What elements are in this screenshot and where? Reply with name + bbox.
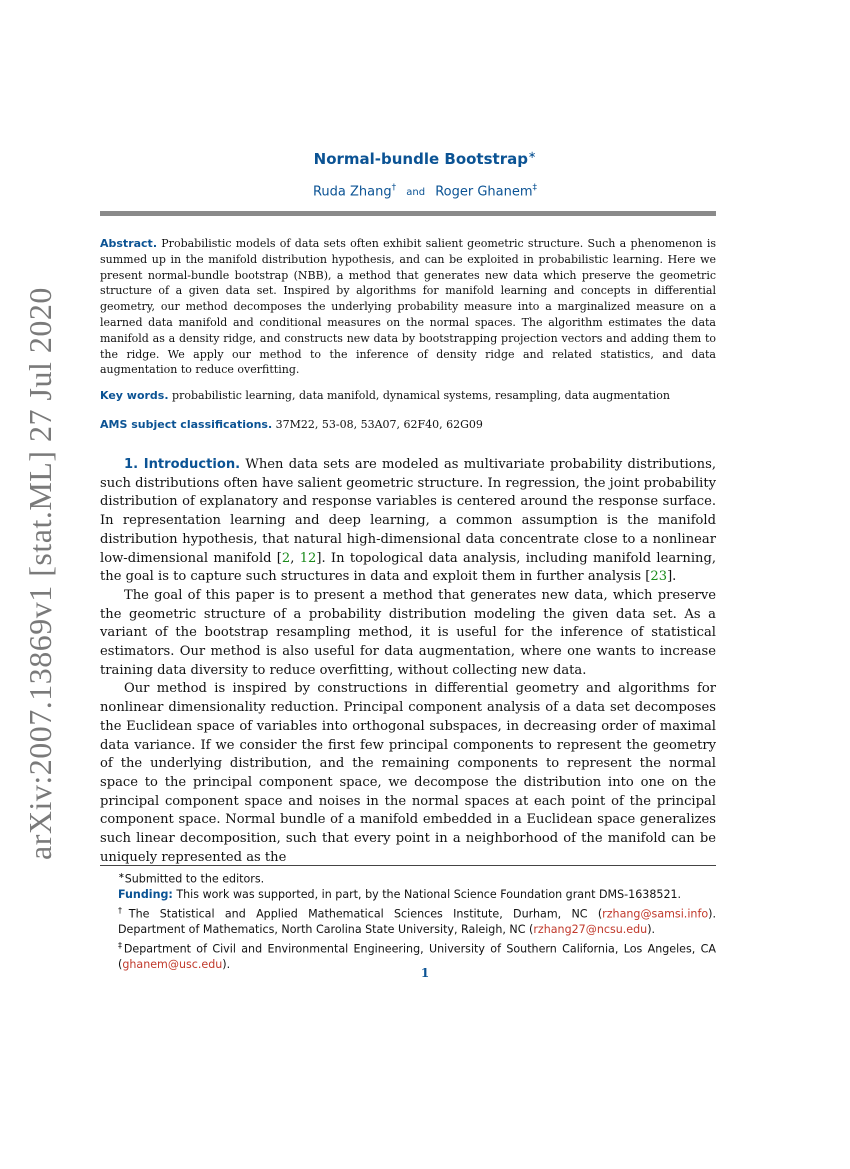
funding-text: This work was supported, in part, by the National Science Foundation grant DMS-1638521. <box>176 888 682 902</box>
footnote-submitted <box>100 868 716 887</box>
email-link[interactable]: rzhang27@ncsu.edu <box>533 923 648 937</box>
title-footnote-mark: ∗ <box>527 150 537 161</box>
paper-title <box>0 150 850 168</box>
title-rule <box>100 211 716 216</box>
footnote-submitted-text: Submitted to the editors. <box>124 872 265 886</box>
intro-paragraph-1 <box>100 456 716 587</box>
author-1: Ruda Zhang <box>312 184 392 200</box>
intro-paragraph-2: The goal of this paper is to present a method that generates new data, which preserve the geometric structure of a probability distribution modeling the given data set. As a variant of the bootstrap resampling method, it is useful for the inference of statistical estimators. Our method is also useful for data augmentation, where one wants to increase training data diversity to reduce overfitting, without collecting new data. <box>100 587 716 678</box>
keywords-text: probabilistic learning, data manifold, dynamical systems, resampling, data augmentation <box>172 389 670 402</box>
footnote-author-1-text-b: ). Department of Mathematics, North Carolina State University, Raleigh, NC ( <box>118 907 716 937</box>
footnote-author-1-text-c: ). <box>647 923 656 937</box>
abstract <box>100 236 716 378</box>
footnote-mark: ∗ <box>118 871 125 880</box>
email-link[interactable]: rzhang@samsi.info <box>602 907 709 921</box>
keywords-label: Key words. <box>100 389 169 402</box>
ams-text: 37M22, 53-08, 53A07, 62F40, 62G09 <box>275 418 483 431</box>
ams-label: AMS subject classifications. <box>100 418 273 431</box>
footnote-mark: † <box>118 905 129 915</box>
intro-paragraph-3: Our method is inspired by constructions in differential geometry and algorithms for nonlinear dimensionality reduction. Principal component analysis of a data set decomposes the Euclidean space of variables into orthogonal subspaces, in decreasing order of maximal data variance. If we consider the first few principal components to represent the geometry of the underlying distribution, and the remaining components to represent the normal space to the principal component space, we decompose the distribution into one on the principal component space and noises in the normal spaces at each point of the principal component space. Normal bundle of a manifold embedded in a Euclidean space generalizes such linear decomposition, such that every point in a neighborhood of the manifold can be uniquely represented as the <box>100 681 716 865</box>
main-body <box>100 456 716 867</box>
email-link[interactable]: ghanem@usc.edu <box>122 958 223 972</box>
title-text: Normal-bundle Bootstrap <box>313 150 528 168</box>
ams-classifications <box>100 418 716 431</box>
author-2: Roger Ghanem <box>435 184 533 200</box>
author-2-mark: ‡ <box>532 183 538 193</box>
citation-separator: , <box>290 550 300 566</box>
footnote-mark: ‡ <box>118 940 124 950</box>
authors-line <box>0 183 850 199</box>
intro-p1-text-c: ]. <box>667 569 677 585</box>
funding-label: Funding: <box>118 888 173 902</box>
abstract-label: Abstract. <box>100 237 157 250</box>
footnote-funding <box>100 887 716 903</box>
citation-link[interactable]: 2 <box>281 550 291 566</box>
section-heading: 1. Introduction. <box>124 457 241 472</box>
footnote-author-2-text-b: ). <box>222 958 231 972</box>
footnote-author-1-text: The Statistical and Applied Mathematical Sciences Institute, Durham, NC ( <box>128 907 603 921</box>
footnotes <box>100 868 716 973</box>
authors-and: and <box>406 187 426 199</box>
intro-p1-text-b: ]. In topological data analysis, including manifold learning, the goal is to capture such structures in data and exploit them in further analysis [ <box>100 550 716 585</box>
author-1-mark: † <box>391 183 397 193</box>
arxiv-stamp: arXiv:2007.13869v1 [stat.ML] 27 Jul 2020 <box>22 287 58 860</box>
intro-p1-text-a: When data sets are modeled as multivariate probability distributions, such distributions often have salient geometric structure. In regression, the joint probability distribution of explanatory and response variables is centered around the response surface. In representation learning and deep learning, a common assumption is the manifold distribution hypothesis, that natural high-dimensional data concentrate close to a nonlinear low-dimensional manifold [ <box>100 457 716 566</box>
footnote-author-2-text: Department of Civil and Environmental Engineering, University of Southern California, Los Angeles, CA ( <box>118 942 716 972</box>
citation-link[interactable]: 23 <box>650 569 668 585</box>
keywords <box>100 389 716 402</box>
citation-link[interactable]: 12 <box>299 550 317 566</box>
page-number: 1 <box>420 966 430 980</box>
footnote-author-1 <box>100 903 716 938</box>
footnote-rule <box>100 865 716 866</box>
abstract-text: Probabilistic models of data sets often exhibit salient geometric structure. Such a phenomenon is summed up in the manifold distribution hypothesis, and can be exploited in probabilistic learning. Here we present normal-bundle bootstrap (NBB), a method that generates new data which preserve the geometric structure of a given data set. Inspired by algorithms for manifold learning and concepts in differential geometry, our method decomposes the underlying probability measure into a marginalized measure on a learned data manifold and conditional measures on the normal spaces. The algorithm estimates the data manifold as a density ridge, and constructs new data by bootstrapping projection vectors and adding them to the ridge. We apply our method to the inference of density ridge and related statistics, and data augmentation to reduce overfitting. <box>100 237 717 377</box>
